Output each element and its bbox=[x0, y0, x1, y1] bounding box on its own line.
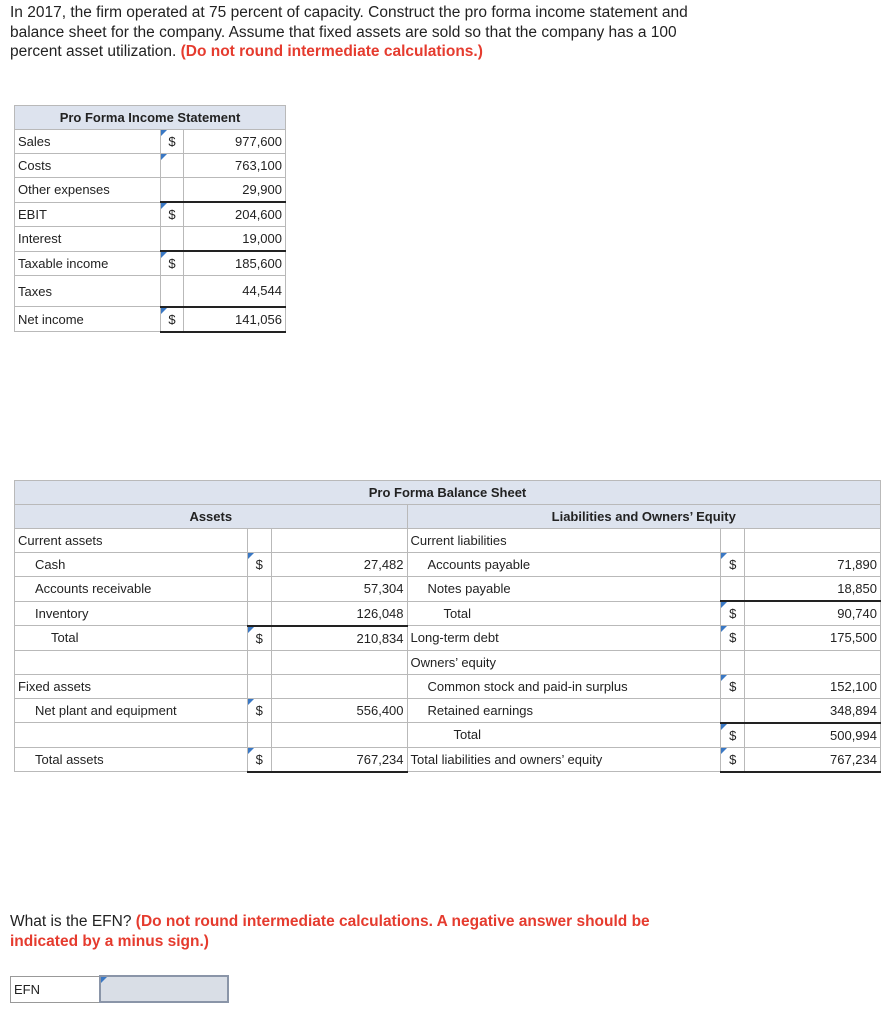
is-value-input[interactable]: 763,100 bbox=[184, 154, 286, 178]
is-currency bbox=[160, 154, 184, 178]
liab-label: Retained earnings bbox=[407, 698, 721, 723]
is-label: Costs bbox=[15, 154, 161, 178]
bs-row bbox=[15, 674, 881, 698]
bs-row bbox=[15, 626, 881, 651]
asset-label: Inventory bbox=[15, 601, 248, 626]
is-currency bbox=[160, 227, 184, 252]
is-label: Other expenses bbox=[15, 178, 161, 203]
efn-label: EFN bbox=[11, 976, 101, 1002]
is-currency bbox=[160, 276, 184, 307]
asset-label: Cash bbox=[15, 553, 248, 577]
is-label: Interest bbox=[15, 227, 161, 252]
liab-currency: $ bbox=[721, 601, 745, 626]
asset-currency: $ bbox=[247, 553, 271, 577]
is-currency: $ bbox=[160, 130, 184, 154]
bs-row bbox=[15, 723, 881, 748]
is-currency bbox=[160, 178, 184, 203]
liabilities-header: Liabilities and Owners’ Equity bbox=[407, 505, 880, 529]
is-row-interest bbox=[15, 227, 286, 252]
asset-value bbox=[271, 529, 407, 553]
liab-label: Notes payable bbox=[407, 577, 721, 602]
liab-currency bbox=[721, 650, 745, 674]
liab-currency: $ bbox=[721, 626, 745, 651]
asset-value-input[interactable]: 57,304 bbox=[271, 577, 407, 602]
asset-currency bbox=[247, 674, 271, 698]
asset-currency bbox=[247, 529, 271, 553]
is-value-input[interactable]: 44,544 bbox=[184, 276, 286, 307]
liab-value-input[interactable]: 767,234 bbox=[745, 747, 881, 772]
liab-label: Total bbox=[407, 723, 721, 748]
asset-value-input[interactable]: 556,400 bbox=[271, 698, 407, 723]
question-intro-text: In 2017, the firm operated at 75 percent of capacity. Construct the pro forma income statement and balance sheet for the company. Assume that fixed assets are sold so that the company has a 100 percent asset utilization. bbox=[10, 4, 688, 60]
is-value-input[interactable]: 19,000 bbox=[184, 227, 286, 252]
asset-currency: $ bbox=[247, 747, 271, 772]
asset-label: Fixed assets bbox=[15, 674, 248, 698]
liab-label: Owners’ equity bbox=[407, 650, 721, 674]
asset-value bbox=[271, 650, 407, 674]
bs-row bbox=[15, 601, 881, 626]
asset-currency bbox=[247, 723, 271, 748]
asset-currency bbox=[247, 650, 271, 674]
balance-sheet-title: Pro Forma Balance Sheet bbox=[15, 481, 881, 505]
asset-currency bbox=[247, 601, 271, 626]
bs-row bbox=[15, 650, 881, 674]
liab-currency bbox=[721, 698, 745, 723]
liab-label: Total bbox=[407, 601, 721, 626]
efn-question-note: (Do not round intermediate calculations. A negative answer should be indicated by a minus sign.) bbox=[10, 913, 650, 950]
asset-value-input[interactable]: 210,834 bbox=[271, 626, 407, 651]
liab-value-input[interactable]: 90,740 bbox=[745, 601, 881, 626]
liab-value-input[interactable]: 175,500 bbox=[745, 626, 881, 651]
liab-label: Accounts payable bbox=[407, 553, 721, 577]
asset-label: Current assets bbox=[15, 529, 248, 553]
asset-label bbox=[15, 723, 248, 748]
is-row-taxes bbox=[15, 276, 286, 307]
asset-label bbox=[15, 650, 248, 674]
asset-currency bbox=[247, 577, 271, 602]
balance-sheet-table bbox=[14, 480, 881, 773]
is-row-costs bbox=[15, 154, 286, 178]
is-row-taxable-income bbox=[15, 251, 286, 276]
liab-value-input[interactable]: 152,100 bbox=[745, 674, 881, 698]
liab-value bbox=[745, 529, 881, 553]
question-intro bbox=[10, 3, 690, 62]
asset-value bbox=[271, 723, 407, 748]
efn-question bbox=[10, 912, 690, 951]
bs-row bbox=[15, 577, 881, 602]
is-currency: $ bbox=[160, 307, 184, 332]
liab-currency bbox=[721, 577, 745, 602]
is-label: EBIT bbox=[15, 202, 161, 227]
is-currency: $ bbox=[160, 202, 184, 227]
asset-value-input[interactable]: 126,048 bbox=[271, 601, 407, 626]
liab-value-input[interactable]: 71,890 bbox=[745, 553, 881, 577]
efn-table bbox=[10, 975, 229, 1003]
is-value-input[interactable]: 141,056 bbox=[184, 307, 286, 332]
asset-currency: $ bbox=[247, 698, 271, 723]
income-statement-table bbox=[14, 105, 286, 333]
asset-label: Total bbox=[15, 626, 248, 651]
liab-label: Long-term debt bbox=[407, 626, 721, 651]
liab-currency bbox=[721, 529, 745, 553]
asset-value bbox=[271, 674, 407, 698]
is-currency: $ bbox=[160, 251, 184, 276]
liab-label: Total liabilities and owners’ equity bbox=[407, 747, 721, 772]
liab-currency: $ bbox=[721, 747, 745, 772]
asset-label: Accounts receivable bbox=[15, 577, 248, 602]
liab-currency: $ bbox=[721, 723, 745, 748]
efn-input[interactable] bbox=[100, 976, 228, 1002]
asset-value-input[interactable]: 27,482 bbox=[271, 553, 407, 577]
liab-value bbox=[745, 650, 881, 674]
bs-row bbox=[15, 747, 881, 772]
efn-question-text: What is the EFN? bbox=[10, 913, 132, 930]
is-value-input[interactable]: 977,600 bbox=[184, 130, 286, 154]
income-statement-title: Pro Forma Income Statement bbox=[15, 106, 286, 130]
is-label: Net income bbox=[15, 307, 161, 332]
asset-currency: $ bbox=[247, 626, 271, 651]
asset-label: Total assets bbox=[15, 747, 248, 772]
assets-header: Assets bbox=[15, 505, 408, 529]
is-row-net-income bbox=[15, 307, 286, 332]
liab-currency: $ bbox=[721, 674, 745, 698]
asset-value-input[interactable]: 767,234 bbox=[271, 747, 407, 772]
bs-row bbox=[15, 553, 881, 577]
is-label: Taxable income bbox=[15, 251, 161, 276]
liab-value-input[interactable]: 18,850 bbox=[745, 577, 881, 602]
is-label: Taxes bbox=[15, 276, 161, 307]
is-value-input[interactable]: 185,600 bbox=[184, 251, 286, 276]
is-row-ebit bbox=[15, 202, 286, 227]
is-row-other-expenses bbox=[15, 178, 286, 203]
liab-value-input[interactable]: 500,994 bbox=[745, 723, 881, 748]
is-value-input[interactable]: 29,900 bbox=[184, 178, 286, 203]
question-intro-note: (Do not round intermediate calculations.) bbox=[180, 43, 483, 60]
bs-row bbox=[15, 529, 881, 553]
is-label: Sales bbox=[15, 130, 161, 154]
liab-label: Current liabilities bbox=[407, 529, 721, 553]
bs-row bbox=[15, 698, 881, 723]
asset-label: Net plant and equipment bbox=[15, 698, 248, 723]
is-row-sales bbox=[15, 130, 286, 154]
liab-label: Common stock and paid-in surplus bbox=[407, 674, 721, 698]
liab-currency: $ bbox=[721, 553, 745, 577]
liab-value-input[interactable]: 348,894 bbox=[745, 698, 881, 723]
is-value-input[interactable]: 204,600 bbox=[184, 202, 286, 227]
